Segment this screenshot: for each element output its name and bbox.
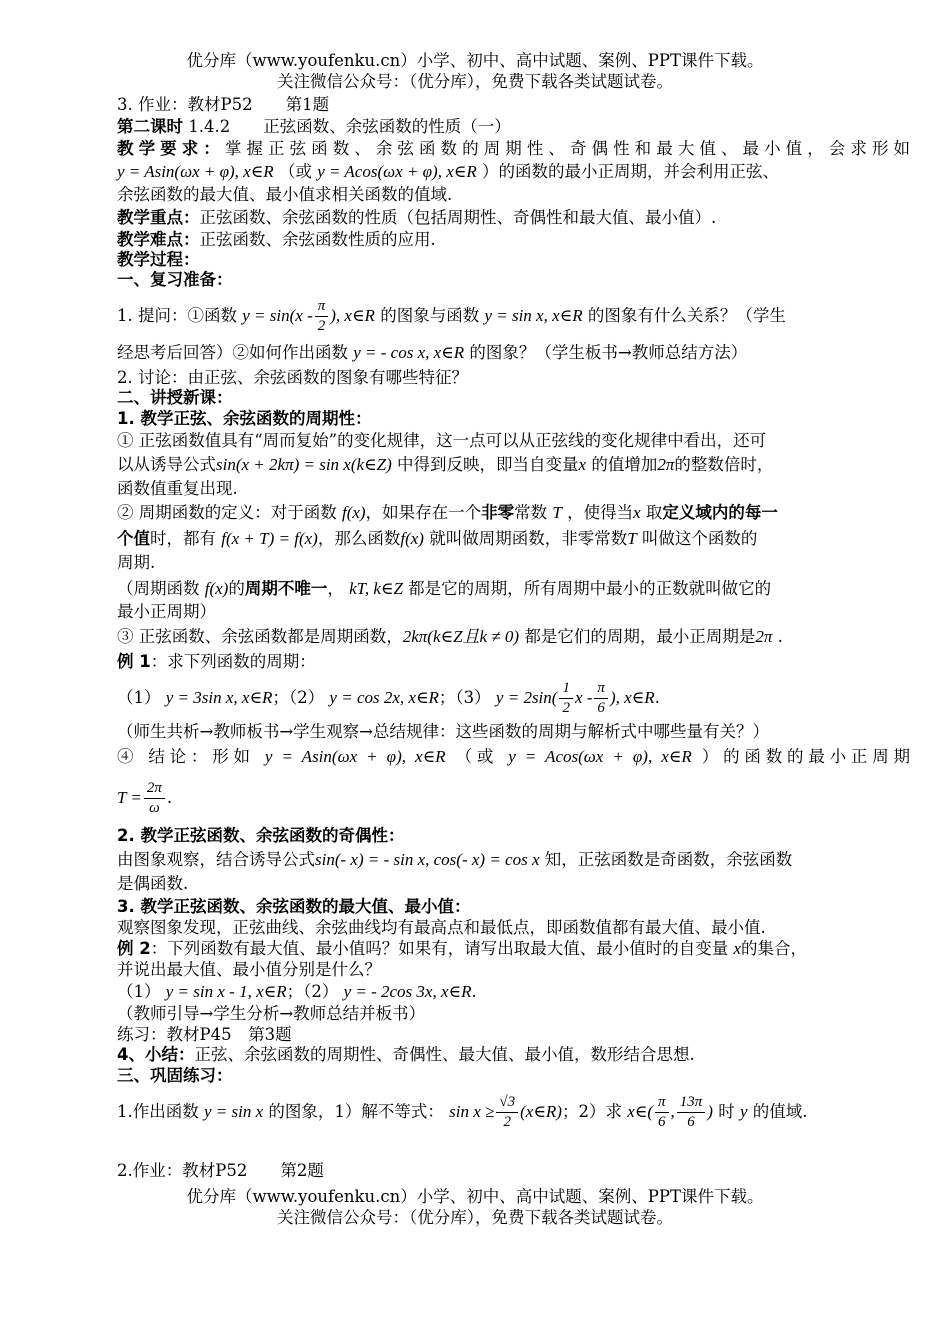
part-1-line-1: ① 正弦函数值具有“周而复始”的变化规律，这一点可以从正弦线的变化规律中看出，还可 <box>117 431 767 450</box>
formula: ), x∈R <box>330 306 375 325</box>
text: . <box>777 627 783 646</box>
text: . <box>654 688 660 707</box>
part-1-line-3: 函数值重复出现. <box>117 479 238 498</box>
conclusion-formula <box>117 774 910 822</box>
formula: x∈( <box>627 1102 653 1121</box>
formula: ) <box>707 1102 713 1121</box>
example-1-note: （师生共析→教师板书→学生观察→总结规律：这些函数的周期与解析式中哪些量有关？） <box>117 722 769 741</box>
question-1 <box>117 297 910 333</box>
text: 1.作出函数 <box>117 1102 199 1121</box>
requirement-mid: （或 <box>278 162 312 181</box>
part-2-title: 2. 教学正弦函数、余弦函数的奇偶性： <box>117 826 405 845</box>
text: 就叫做周期函数，非零常数 <box>429 529 628 548</box>
conclusion <box>117 746 910 768</box>
emphasis: 非零 <box>481 503 515 522</box>
formula: f(x) <box>204 579 229 598</box>
example-1-items <box>117 678 910 718</box>
formula: y = sin(x - <box>242 306 313 325</box>
part-1-title: 1. 教学正弦、余弦函数的周期性： <box>117 409 372 428</box>
text: （1） <box>117 688 161 707</box>
header-line-2: 关注微信公众号：（优分库），免费下载各类试题试卷。 <box>277 72 673 91</box>
text: ：下列函数有最大值、最小值吗？如果有，请写出取最大值、最小值时的自变量 <box>150 939 729 958</box>
formula: T = <box>117 788 142 807</box>
lesson-title: 1.4.2 正弦函数、余弦函数的性质（一） <box>188 117 511 136</box>
formula: y = - 2cos 3x, x∈R <box>343 982 472 1001</box>
header-line-1: 优分库（www.youfenku.cn）小学、初中、高中试题、案例、PPT课件下载。 <box>186 51 764 70</box>
emphasis: 定义域内的每一 <box>662 503 778 522</box>
text: ，使得当 <box>567 503 634 522</box>
text: 时 <box>718 1102 735 1121</box>
fraction <box>496 1093 518 1132</box>
text: ，如果存在一个 <box>365 503 482 522</box>
formula: x <box>578 455 587 474</box>
numerator: π <box>655 1093 669 1113</box>
part-1-line-9 <box>117 626 910 648</box>
q1-text-c: 的图象有什么关系？（学生 <box>587 306 786 325</box>
formula: y = Asin(ωx + φ), x∈R <box>264 747 446 766</box>
text: 的集合， <box>741 939 808 958</box>
part-1-line-5 <box>117 528 910 550</box>
question-1-cont <box>117 342 910 364</box>
formula: x <box>633 503 641 522</box>
formula: f(x + T) = f(x) <box>221 529 318 548</box>
process-label: 教学过程： <box>117 250 200 269</box>
formula: y = 2sin( <box>495 688 558 707</box>
numerator: π <box>315 297 329 317</box>
text: ， <box>327 579 344 598</box>
section-2-title: 二、讲授新课： <box>117 388 233 407</box>
text: ；2）求 <box>561 1102 622 1121</box>
formula: 2π <box>657 455 675 474</box>
q1-text-d: 经思考后回答）②如何作出函数 <box>117 343 348 362</box>
text: 以从诱导公式 <box>117 455 216 474</box>
consolidation-1 <box>117 1089 910 1135</box>
formula: 2kπ(k∈Z且k ≠ 0) <box>402 627 520 646</box>
formula: sin x ≥ <box>449 1102 495 1121</box>
key-text: 正弦函数、余弦函数的性质（包括周期性、奇偶性和最大值、最小值）. <box>199 208 717 227</box>
formula: , <box>670 1102 675 1121</box>
fraction <box>559 679 573 718</box>
text: ③ 正弦函数、余弦函数都是周期函数， <box>117 627 403 646</box>
part-3-title: 3. 教学正弦函数、余弦函数的最大值、最小值： <box>117 897 471 916</box>
text: 都是它的周期，所有周期中最小的正数就叫做它的 <box>408 579 772 598</box>
summary-text: 正弦、余弦函数的周期性、奇偶性、最大值、最小值，数形结合思想. <box>194 1045 695 1064</box>
fraction <box>315 297 329 336</box>
text: （周期函数 <box>117 579 200 598</box>
text: ，那么函数 <box>317 529 401 548</box>
requirement-line-3: 余弦函数的最大值、最小值求相关函数的值域. <box>117 185 453 204</box>
formula: f(x) <box>400 529 424 548</box>
example-2 <box>117 938 910 960</box>
text: . <box>166 788 173 807</box>
difficult-text: 正弦函数、余弦函数性质的应用. <box>199 230 436 249</box>
numerator: 2π <box>144 779 165 799</box>
formula: x - <box>574 688 593 707</box>
requirement-line-1 <box>117 138 910 160</box>
q1-text-b: 的图象与函数 <box>380 306 480 325</box>
key-label: 教学重点： <box>117 208 200 227</box>
homework-2: 2.作业：教材P52 第2题 <box>117 1161 324 1180</box>
example-label: 例 1 <box>117 652 151 671</box>
text: ；（2） <box>272 688 325 707</box>
text: ；（3） <box>438 688 491 707</box>
text: . <box>471 982 477 1001</box>
requirement-text-1: 掌握正弦函数、余弦函数的周期性、奇偶性和最大值、最小值，会求形如 <box>224 139 911 158</box>
formula: ), x∈R <box>609 688 655 707</box>
fraction <box>144 779 165 818</box>
numerator: 1 <box>559 679 573 699</box>
denominator: 6 <box>658 1114 666 1130</box>
text: （或 <box>455 747 499 766</box>
part-1-line-8: 最小正周期） <box>117 602 216 621</box>
formula: sin(- x) = - sin x, cos(- x) = cos x <box>315 850 540 869</box>
requirement-label: 教学要求： <box>117 139 225 158</box>
part-1-line-7 <box>117 578 910 600</box>
formula: y = sin x, x∈R <box>484 306 583 325</box>
lesson-heading <box>117 116 910 138</box>
text: （1） <box>117 982 161 1001</box>
text: ）的函数的最小正周期 <box>701 747 911 766</box>
requirement-line-2 <box>117 161 910 183</box>
text: 取 <box>645 503 663 522</box>
text: 的整数倍时， <box>674 455 774 474</box>
numerator: 13π <box>677 1093 706 1113</box>
formula: y = Acos(ωx + φ), x∈R <box>508 747 692 766</box>
formula: y = Acos(ωx + φ), x∈R <box>317 162 477 181</box>
formula: y = 3sin x, x∈R <box>165 688 273 707</box>
requirement-text-2: ）的函数的最小正周期，并会利用正弦、 <box>481 162 779 181</box>
text: 的图象，1）解不等式： <box>268 1102 444 1121</box>
formula: y <box>739 1102 748 1121</box>
denominator: 2 <box>562 700 570 716</box>
practice: 练习：教材P45 第3题 <box>117 1025 292 1044</box>
q1-text-e: 的图象？（学生板书→教师总结方法） <box>469 343 748 362</box>
formula: 2π <box>755 627 773 646</box>
formula: y = cos 2x, x∈R <box>329 688 439 707</box>
denominator: 2 <box>317 318 326 334</box>
text: ④ 结论：形如 <box>117 747 255 766</box>
section-3-title: 三、巩固练习： <box>117 1066 233 1085</box>
text: ；（2） <box>286 982 339 1001</box>
text: 的 <box>228 579 245 598</box>
summary <box>117 1044 910 1066</box>
text: 中得到反映，即当自变量 <box>397 455 579 474</box>
fraction <box>594 679 608 718</box>
formula: kT, k∈Z <box>349 579 403 598</box>
lesson-label: 第二课时 <box>117 117 183 136</box>
text: 常数 <box>514 503 548 522</box>
difficult-points <box>117 229 910 251</box>
summary-label: 4、小结： <box>117 1045 195 1064</box>
text: 叫做这个函数的 <box>641 529 758 548</box>
numerator: √3 <box>496 1093 518 1113</box>
part-2-line-1 <box>117 849 910 871</box>
text: 都是它们的周期，最小正周期是 <box>524 627 756 646</box>
text: 时，都有 <box>150 529 216 548</box>
text: 知，正弦函数是奇函数，余弦函数 <box>544 850 793 869</box>
footer-line-1: 优分库（www.youfenku.cn）小学、初中、高中试题、案例、PPT课件下载。 <box>186 1187 764 1206</box>
formula: T <box>627 529 637 548</box>
text: 的值域. <box>752 1102 808 1121</box>
formula: y = - cos x, x∈R <box>353 343 465 362</box>
denominator: 6 <box>687 1114 695 1130</box>
emphasis: 个值 <box>117 529 150 548</box>
denominator: ω <box>149 800 160 816</box>
formula: f(x) <box>342 503 366 522</box>
formula: y = sin x <box>204 1102 264 1121</box>
section-1-title: 一、复习准备： <box>117 270 233 289</box>
denominator: 6 <box>597 700 605 716</box>
question-2: 2. 讨论：由正弦、余弦函数的图象有哪些特征？ <box>117 368 468 387</box>
homework-1: 3. 作业：教材P52 第1题 <box>117 95 330 114</box>
example-2-items <box>117 981 910 1003</box>
part-1-line-2 <box>117 454 910 476</box>
example-1 <box>117 651 910 673</box>
formula: x <box>733 939 742 958</box>
fraction <box>655 1093 669 1132</box>
text: ② 周期函数的定义：对于函数 <box>117 503 337 522</box>
example-2-note: （教师引导→学生分析→教师总结并板书） <box>117 1004 426 1023</box>
text: 由图象观察，结合诱导公式 <box>117 850 315 869</box>
formula: T <box>552 503 562 522</box>
text: ：求下列函数的周期： <box>150 652 316 671</box>
part-1-line-6: 周期. <box>117 553 156 572</box>
formula: y = sin x - 1, x∈R <box>165 982 287 1001</box>
text: 的值增加 <box>591 455 658 474</box>
denominator: 2 <box>503 1114 511 1130</box>
difficult-label: 教学难点： <box>117 230 200 249</box>
part-1-line-4 <box>117 502 910 524</box>
formula: (x∈R) <box>520 1102 562 1121</box>
q1-text-a: 1. 提问：①函数 <box>117 306 237 325</box>
formula: sin(x + 2kπ) = sin x(k∈Z) <box>216 455 392 474</box>
key-points <box>117 207 910 229</box>
fraction <box>677 1093 706 1132</box>
formula: y = Asin(ωx + φ), x∈R <box>117 162 274 181</box>
part-3-line-1: 观察图象发现，正弦曲线、余弦曲线均有最高点和最低点，即函数值都有最大值、最小值. <box>117 918 766 937</box>
footer-line-2: 关注微信公众号：（优分库），免费下载各类试题试卷。 <box>277 1208 673 1227</box>
numerator: π <box>594 679 608 699</box>
emphasis: 周期不唯一 <box>244 579 328 598</box>
part-2-line-2: 是偶函数. <box>117 874 189 893</box>
example-label: 例 2 <box>117 939 151 958</box>
example-2-line-2: 并说出最大值、最小值分别是什么？ <box>117 960 381 979</box>
